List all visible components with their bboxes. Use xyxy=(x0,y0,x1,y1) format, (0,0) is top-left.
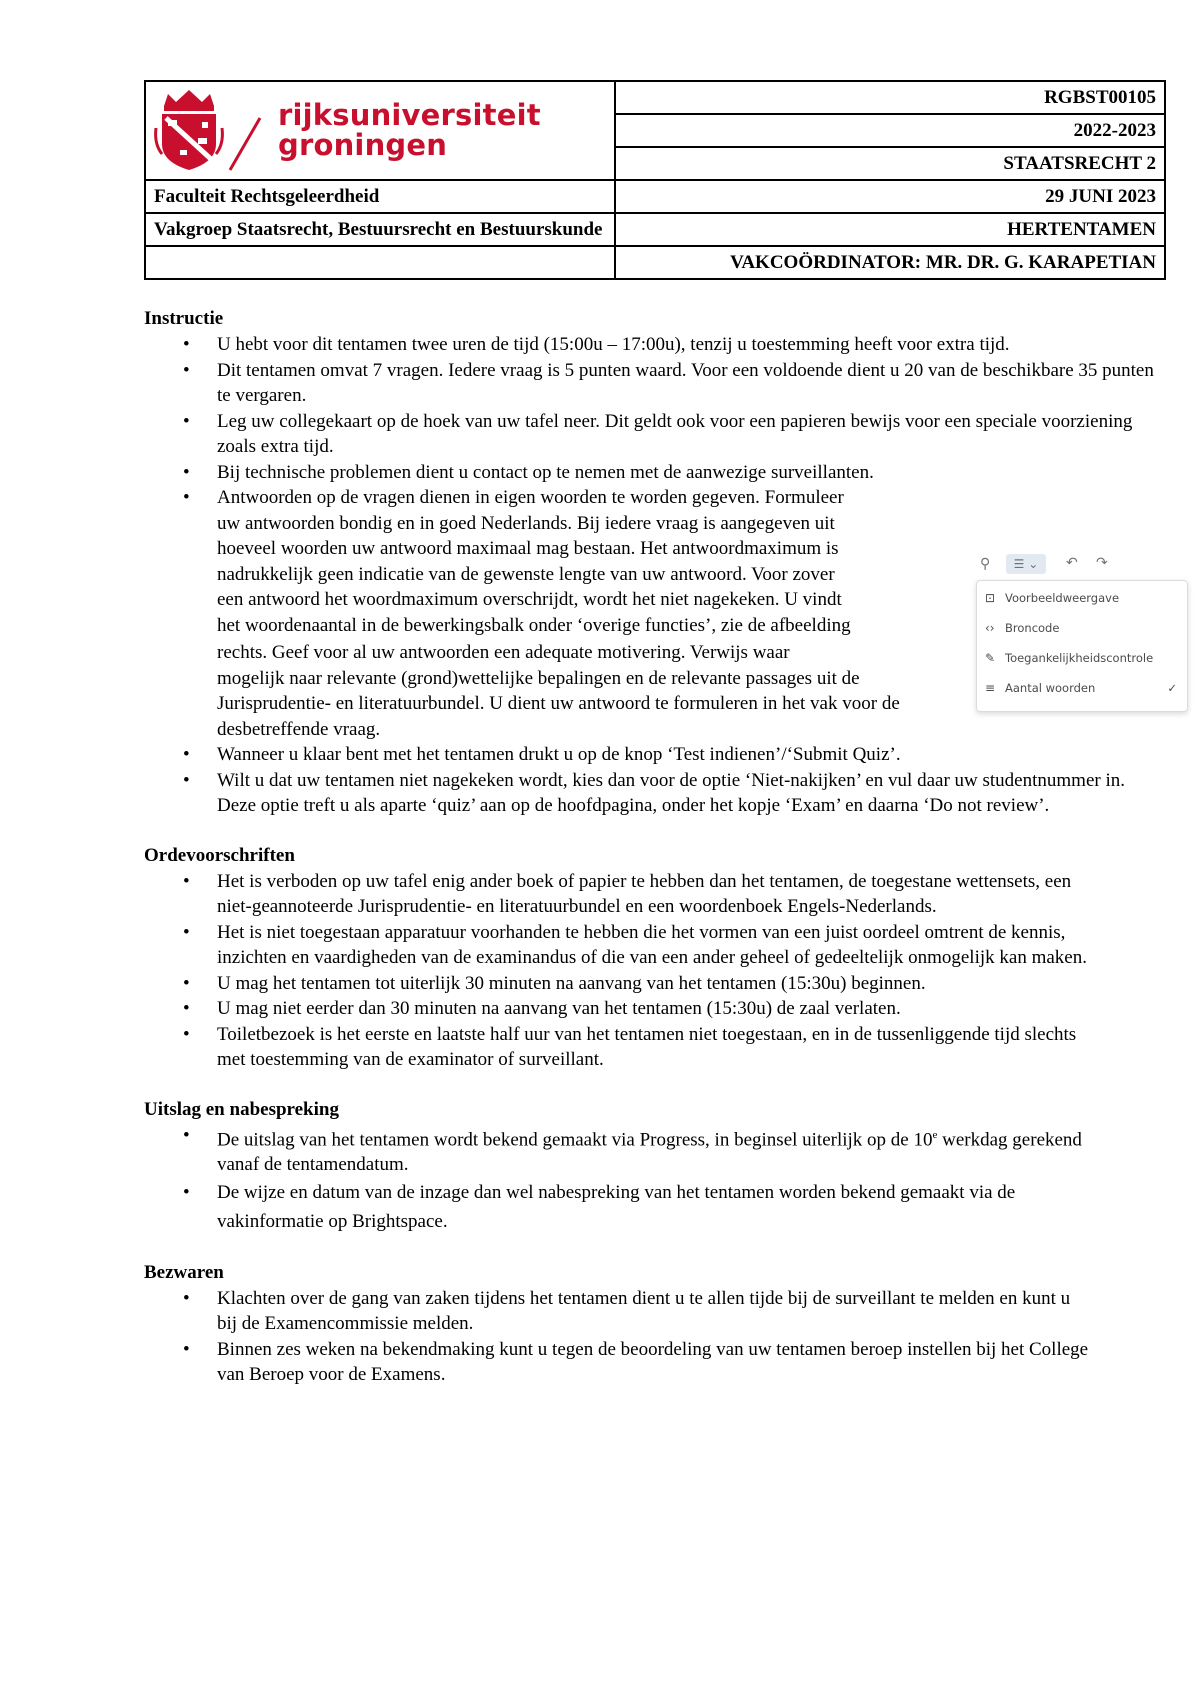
list-item: • Wilt u dat uw tentamen niet nagekeken wordt, kies dan voor de optie ‘Niet-nakijken’ en vul daar uw studentnummer in. Deze optie treft u als aparte ‘quiz’ aan op de hoofdpagina, onder het kopje ‘Exam’ en daarna ‘Do not review’. xyxy=(183,769,1125,816)
list-item: • Leg uw collegekaart op de hoek van uw tafel neer. Dit geldt ook voor een papieren bewijs voor een speciale voorziening zoals extra tijd. xyxy=(183,410,1133,457)
line: een antwoord het woordmaximum overschrijdt, wordt het niet nagekeken. U vindt xyxy=(217,589,842,610)
section-title: Instructie xyxy=(144,308,224,329)
editor-toolbar xyxy=(976,552,1188,578)
header-table xyxy=(144,80,1166,280)
line: Jurisprudentie- en literatuurbundel. U dient uw antwoord te formuleren in het vak voor de xyxy=(217,693,900,714)
list-item: • Toiletbezoek is het eerste en laatste half uur van het tentamen niet toegestaan, en in de tussenliggende tijd slechts met toestemming van de examinator of surveillant. xyxy=(183,1023,1077,1070)
list-item: • U mag het tentamen tot uiterlijk 30 minuten na aanvang van het tentamen (15:30u) beginnen. xyxy=(183,972,926,994)
line: nadrukkelijk geen indicatie van de gewenste lengte van uw antwoord. Voor zover xyxy=(217,563,835,585)
undo-icon[interactable]: ↶ xyxy=(1066,555,1078,571)
menu-item-preview[interactable]: ⊡ Voorbeeldweergave xyxy=(985,591,1120,605)
uitslag-list xyxy=(144,1123,1162,1236)
empty-cell xyxy=(145,246,615,279)
preview-icon: ⊡ xyxy=(985,591,996,605)
department: Vakgroep Staatsrecht, Bestuursrecht en Bestuurskunde xyxy=(145,213,615,246)
list-item: • Wanneer u klaar bent met het tentamen drukt u op de knop ‘Test indienen’/‘Submit Quiz’. xyxy=(183,744,901,765)
accessibility-icon: ✎ xyxy=(985,651,996,665)
line: het woordenaantal in de bewerkingsbalk onder ‘overige functies’, zie de afbeelding xyxy=(217,614,851,636)
section-bezwaren xyxy=(144,1260,1162,1388)
list-item: • Bij technische problemen dient u contact op te nemen met de aanwezige surveillanten. xyxy=(183,461,874,483)
editor-menu-screenshot xyxy=(976,552,1188,714)
exam-page xyxy=(144,80,1162,1388)
line: desbetreffende vraag. xyxy=(217,718,381,740)
section-title: Bezwaren xyxy=(144,1261,224,1283)
section-title: Uitslag en nabespreking xyxy=(144,1098,339,1120)
wordmark-line2: groningen xyxy=(278,128,448,162)
list-item: • De wijze en datum van de inzage dan wel nabespreking van het tentamen worden bekend gemaakt via de vakinformatie op Brightspace. xyxy=(183,1181,1016,1232)
list-item: • Het is niet toegestaan apparatuur voorhanden te hebben die het vormen van een juist oordeel omtrent de kennis, inzichten en vaardigheden van de examinandus of die van een ander geheel of gedeeltelijk onmogelijk kan maken. xyxy=(183,921,1087,968)
format-painter-icon[interactable]: ⚲ xyxy=(980,556,991,572)
menu-item-word-count[interactable]: ≡ Aantal woorden ✓ xyxy=(985,681,1177,695)
word-count-icon: ≡ xyxy=(985,681,996,695)
list-item-word-limit: • Antwoorden op de vragen dienen in eigen woorden te worden gegeven. Formuleer uw antwoorden bondig en in goed Nederlands. Bij iedere vraag is aangegeven uit hoeveel woorden uw antwoord maximaal mag bestaan. Het antwoordmaximum is nadrukkelijk geen indicatie van de gewenste lengte van uw antwoord. Voor zover een antwoord het woordmaximum overschrijdt, wordt het niet nagekeken. U vindt het woordenaantal in de bewerkingsbalk onder ‘overige functies’, zie de afbeelding rechts. Geef voor al uw antwoorden een adequate motivering. Verwijs waar mogelijk naar relevante (grond)wettelijke bepalingen en de relevante passages uit de Jurisprudentie- en literatuurbundel. U dient uw antwoord te formuleren in het vak voor de desbetreffende vraag. xyxy=(144,485,1162,742)
university-wordmark xyxy=(278,100,541,160)
dropdown-menu xyxy=(976,580,1188,712)
list-item: • Binnen zes weken na bekendmaking kunt u tegen de beoordeling van uw tentamen beroep instellen bij het College van Beroep voor de Examens. xyxy=(183,1338,1089,1386)
academic-year: 2022-2023 xyxy=(615,114,1165,147)
check-icon: ✓ xyxy=(1167,681,1177,695)
university-logo xyxy=(154,88,606,172)
wordmark-line1: rijksuniversiteit xyxy=(278,98,541,132)
line: hoeveel woorden uw antwoord maximaal mag bestaan. Het antwoordmaximum is xyxy=(217,538,839,559)
line: uw antwoorden bondig en in goed Nederlands. Bij iedere vraag is aangegeven uit xyxy=(217,512,835,534)
section-ordevoorschriften xyxy=(144,843,1162,1073)
coordinator: VAKCOÖRDINATOR: MR. DR. G. KARAPETIAN xyxy=(615,246,1165,279)
list-item: • Dit tentamen omvat 7 vragen. Iedere vraag is 5 punten waard. Voor een voldoende dient u 20 van de beschikbare 35 punten te vergaren. xyxy=(183,359,1154,406)
menu-item-accessibility[interactable]: ✎ Toegankelijkheidscontrole xyxy=(985,651,1154,665)
list-item: • U mag niet eerder dan 30 minuten na aanvang van het tentamen (15:30u) de zaal verlaten. xyxy=(183,998,901,1019)
section-title: Ordevoorschriften xyxy=(144,844,295,866)
list-item: • Klachten over de gang van zaken tijdens het tentamen dient u te allen tijde bij de surveillant te melden en kunt u bij de Examencommissie melden. xyxy=(183,1287,1071,1335)
line: rechts. Geef voor al uw antwoorden een adequate motivering. Verwijs waar xyxy=(217,642,790,663)
line: Antwoorden op de vragen dienen in eigen woorden te worden gegeven. Formuleer xyxy=(217,487,844,508)
orde-list xyxy=(144,869,1162,1073)
list-item: • De uitslag van het tentamen wordt bekend gemaakt via Progress, in beginsel uiterlijk op de 10e werkdag gerekend vanaf de tentamendatum. xyxy=(183,1124,1082,1176)
course-code: RGBST00105 xyxy=(615,81,1165,114)
logo-slash xyxy=(224,88,264,172)
code-icon: ‹› xyxy=(985,621,995,635)
crest-icon xyxy=(154,88,224,172)
line: mogelijk naar relevante (grond)wettelijke bepalingen en de relevante passages uit de xyxy=(217,667,860,689)
list-item: • U hebt voor dit tentamen twee uren de tijd (15:00u – 17:00u), tenzij u toestemming heeft voor extra tijd. xyxy=(183,334,1010,355)
list-item: • Het is verboden op uw tafel enig ander boek of papier te hebben dan het tentamen, de toegestane wettensets, een niet-geannoteerde Jurisprudentie- en literatuurbundel en een woordenboek Engels-Nederlands. xyxy=(183,870,1072,917)
exam-type: HERTENTAMEN xyxy=(615,213,1165,246)
menu-item-source[interactable]: ‹› Broncode xyxy=(985,621,1060,635)
course-name: STAATSRECHT 2 xyxy=(615,147,1165,180)
section-uitslag xyxy=(144,1097,1162,1236)
logo-cell xyxy=(145,81,615,180)
more-functions-button[interactable]: ☰ ⌄ xyxy=(1006,554,1046,574)
exam-date: 29 JUNI 2023 xyxy=(615,180,1165,213)
faculty: Faculteit Rechtsgeleerdheid xyxy=(145,180,615,213)
redo-icon[interactable]: ↷ xyxy=(1096,555,1108,571)
bezwaren-list xyxy=(144,1286,1162,1388)
